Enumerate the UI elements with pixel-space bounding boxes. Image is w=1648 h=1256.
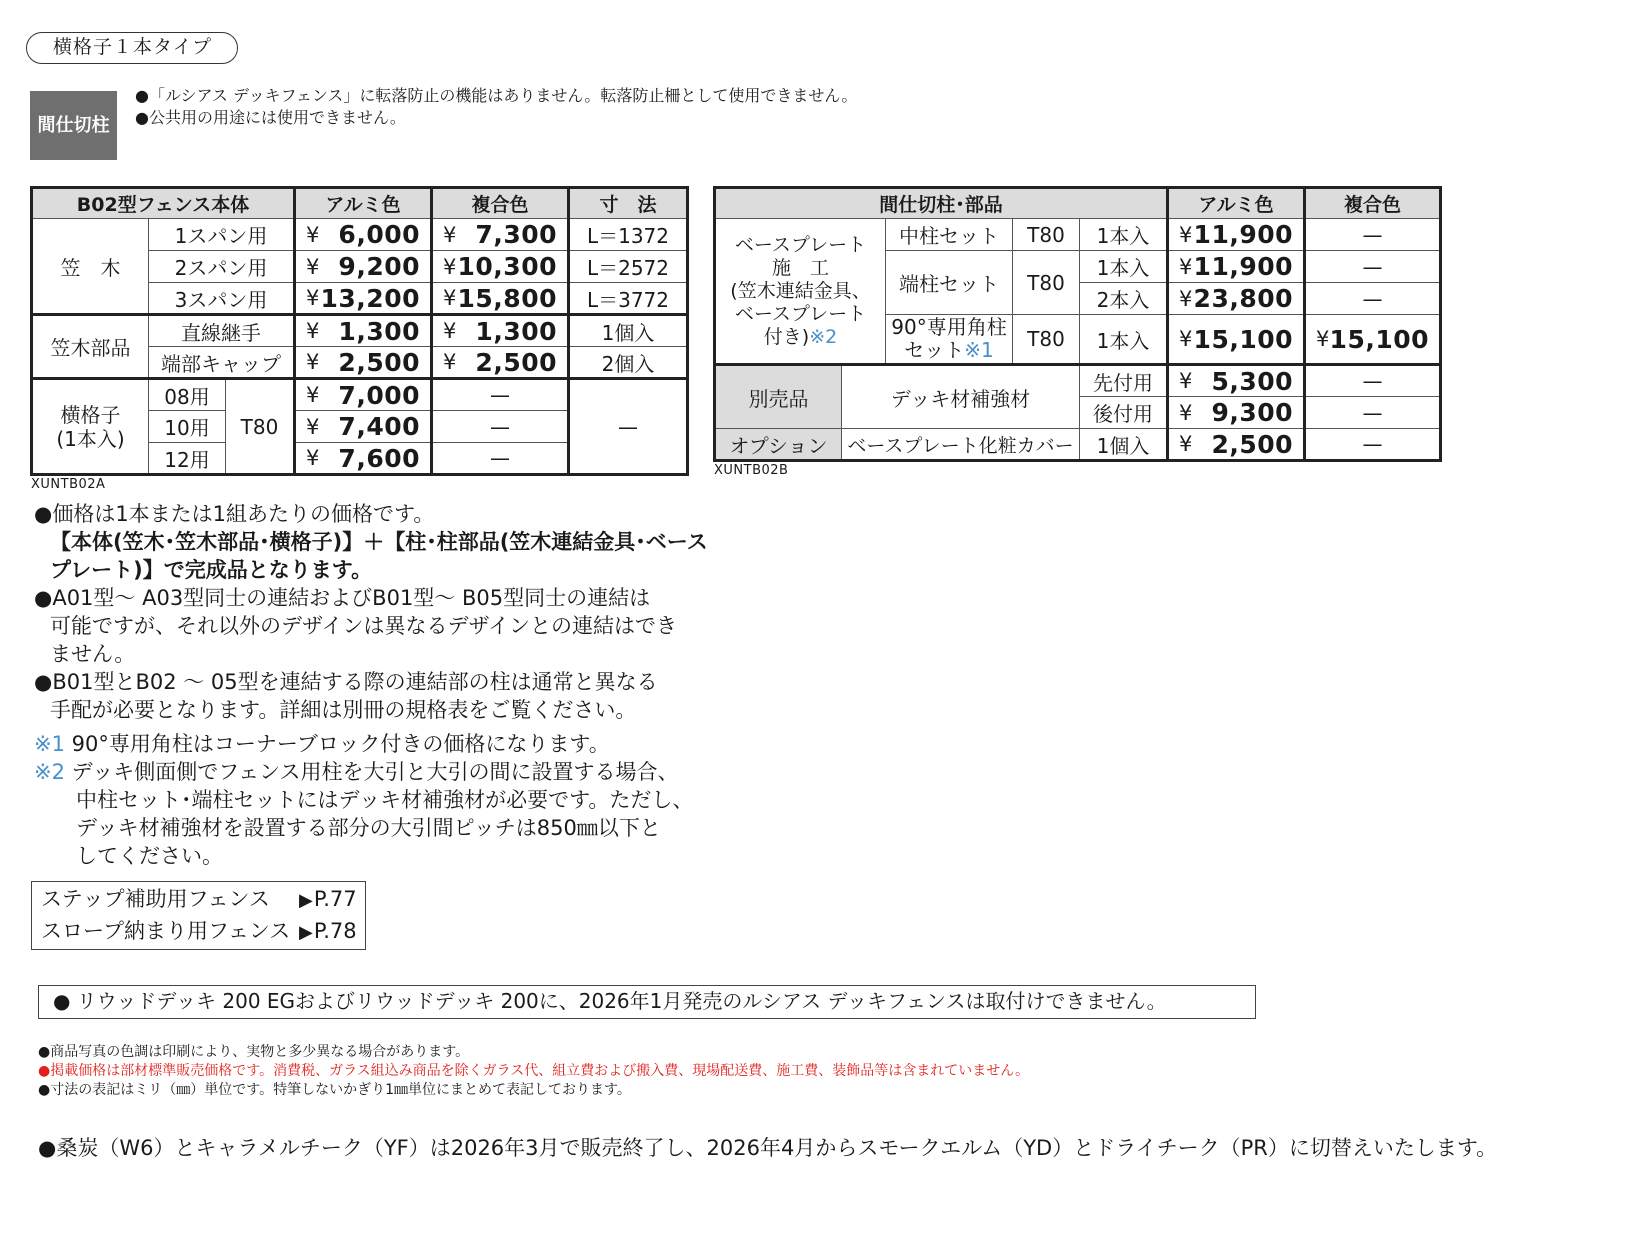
dash: — <box>1305 251 1441 283</box>
option-label: オプション <box>715 429 842 461</box>
ref-text: ステップ補助用フェンス <box>41 887 270 911</box>
yen-sign: ¥ <box>306 350 320 374</box>
row-name: 3スパン用 <box>149 283 295 315</box>
price-value: 7,300 <box>475 220 557 249</box>
price-value: 2,500 <box>1211 429 1294 459</box>
qty-value: 後付用 <box>1080 397 1168 429</box>
row-name: 中柱セット <box>886 219 1013 251</box>
row-name: 直線継手 <box>149 315 295 347</box>
header-alumi: アルミ色 <box>295 188 432 219</box>
yokogoshi-label <box>32 379 149 475</box>
price-value: 2,500 <box>475 347 557 377</box>
footnote-text: してください。 <box>76 844 223 868</box>
note-line: 可能ですが、それ以外のデザインは異なるデザインとの連結はでき <box>50 614 678 638</box>
price-value: 7,600 <box>338 443 420 473</box>
footnote-text: 中柱セット･端柱セットにはデッキ材補強材が必要です。ただし、 <box>76 788 694 812</box>
price-fukugo <box>432 347 569 379</box>
fine-print-line: ●掲載価格は部材標準販売価格です。消費税、ガラス組込み商品を除くガラス代、組立費および搬入費、現場配送費、施工費、装飾品等は含まれていません。 <box>38 1063 1030 1079</box>
base-plate-label <box>715 219 886 365</box>
price-value: 23,800 <box>1193 284 1294 313</box>
qty-value: 2本入 <box>1080 283 1168 315</box>
notes-block <box>34 500 708 724</box>
price-value: 15,100 <box>1329 324 1430 354</box>
row-name: 12用 <box>149 443 226 475</box>
price-fukugo <box>432 283 569 315</box>
price-alumi <box>1168 429 1305 461</box>
type-label: 横格子１本タイプ <box>26 32 238 64</box>
qty-value: 1本入 <box>1080 315 1168 365</box>
yen-sign: ¥ <box>306 414 320 439</box>
footnote-text: 90°専用角柱はコーナーブロック付きの価格になります。 <box>71 732 610 756</box>
price-value: 9,300 <box>1211 398 1294 427</box>
note-text: プレート)】で完成品となります。 <box>50 558 373 582</box>
yen-sign: ¥ <box>306 319 320 343</box>
row-name: 2スパン用 <box>149 251 295 283</box>
price-alumi <box>295 347 432 379</box>
qty-value: 1本入 <box>1080 251 1168 283</box>
qty-value: 1本入 <box>1080 219 1168 251</box>
size-value: 2個入 <box>569 347 688 379</box>
size-value: 1個入 <box>569 315 688 347</box>
separate-label: 別売品 <box>715 365 842 429</box>
corner-name-1: 90°専用角柱 <box>891 315 1007 339</box>
parts-label: 笠木部品 <box>32 315 149 379</box>
price-alumi <box>1168 283 1305 315</box>
page-reference-box <box>31 881 366 950</box>
ref-page: ▶ P.77 <box>299 884 357 916</box>
yen-sign: ¥ <box>1179 222 1193 247</box>
price-fukugo <box>1305 315 1441 365</box>
ref-text: スロープ納まり用フェンス <box>41 919 291 943</box>
size-value: L＝2572 <box>569 251 688 283</box>
qty-value: 1個入 <box>1080 429 1168 461</box>
yen-sign: ¥ <box>443 350 457 374</box>
yen-sign: ¥ <box>443 254 457 279</box>
base-label-line: 施 工 <box>771 256 829 279</box>
yen-sign: ¥ <box>1316 327 1330 351</box>
kasagi-label: 笠 木 <box>32 219 149 315</box>
note-line: ●B01型とB02 ～ 05型を連結する際の連結部の柱は通常と異なる <box>34 670 658 694</box>
base-label-line: ベースプレート <box>734 302 867 325</box>
option-item: ベースプレート化粧カバー <box>842 429 1080 461</box>
price-value: 15,800 <box>457 283 557 313</box>
price-value: 7,400 <box>338 412 420 441</box>
footnote-text: デッキ材補強材を設置する部分の大引間ピッチは850㎜以下と <box>76 816 661 840</box>
spec-value: T80 <box>1013 315 1080 365</box>
note-line: ●A01型～ A03型同士の連結およびB01型～ B05型同士の連結は <box>34 586 651 610</box>
corner-name-2: セット <box>904 338 965 362</box>
yen-sign: ¥ <box>1179 286 1193 311</box>
warning-line: ●「ルシアス デッキフェンス」に転落防止の機能はありません。転落防止柵として使用できません。 <box>135 86 858 105</box>
dash: — <box>1305 365 1441 397</box>
dash: — <box>1305 219 1441 251</box>
base-label-line: 付き) <box>763 325 810 348</box>
spec-value: T80 <box>226 379 295 475</box>
price-value: 11,900 <box>1193 220 1294 249</box>
price-alumi <box>1168 315 1305 365</box>
price-value: 2,500 <box>338 347 420 377</box>
row-name: 1スパン用 <box>149 219 295 251</box>
dash: — <box>432 379 569 411</box>
base-label-line: ベースプレート <box>734 233 867 256</box>
ref-link[interactable] <box>41 884 365 916</box>
dash: — <box>432 411 569 443</box>
price-value: 1,300 <box>338 316 420 346</box>
left-price-table <box>30 186 689 476</box>
yen-sign: ¥ <box>306 286 320 310</box>
dash: — <box>432 443 569 475</box>
spec-value: T80 <box>1013 251 1080 315</box>
note-line <box>34 556 708 584</box>
price-alumi <box>295 379 432 411</box>
size-value: L＝3772 <box>569 283 688 315</box>
yen-sign: ¥ <box>306 222 320 247</box>
price-alumi <box>295 315 432 347</box>
size-value: L＝1372 <box>569 219 688 251</box>
note-line: 手配が必要となります。詳細は別冊の規格表をご覧ください。 <box>50 698 637 722</box>
separate-item: デッキ材補強材 <box>842 365 1080 429</box>
dash: — <box>1305 397 1441 429</box>
right-price-table <box>713 186 1442 462</box>
header-post-parts: 間仕切柱･部品 <box>715 188 1168 219</box>
dash: — <box>1305 429 1441 461</box>
ref-page: ▶ P.78 <box>299 916 357 948</box>
price-fukugo <box>432 251 569 283</box>
price-value: 15,100 <box>1193 324 1294 354</box>
note-line: ●価格は1本または1組あたりの価格です。 <box>34 502 435 526</box>
row-name: 端柱セット <box>886 251 1013 315</box>
footnotes-block <box>34 730 693 870</box>
header-fence-body: B02型フェンス本体 <box>32 188 295 219</box>
table-code: XUNTB02A <box>31 477 106 492</box>
yen-sign: ¥ <box>1179 400 1193 425</box>
price-value: 10,300 <box>457 252 557 281</box>
yen-sign: ¥ <box>443 319 457 343</box>
qty-value: 先付用 <box>1080 365 1168 397</box>
fine-print-line: ●商品写真の色調は印刷により、実物と多少異なる場合があります。 <box>38 1044 470 1060</box>
price-alumi <box>295 443 432 475</box>
yen-sign: ¥ <box>1179 254 1193 279</box>
fine-print-line: ●寸法の表記はミリ（㎜）単位です。特筆しないかぎり1㎜単位にまとめて表記しております。 <box>38 1082 631 1098</box>
yen-sign: ¥ <box>306 446 320 470</box>
color-change-note: ●桑炭（W6）とキャラメルチーク（YF）は2026年3月で販売終了し、2026年4月からスモークエルム（YD）とドライチーク（PR）に切替えいたします。 <box>38 1136 1498 1160</box>
yen-sign: ¥ <box>443 222 457 247</box>
price-value: 1,300 <box>475 316 557 346</box>
header-fukugo: 複合色 <box>432 188 569 219</box>
price-value: 5,300 <box>1211 366 1294 396</box>
ref-link[interactable] <box>41 916 365 948</box>
row-name: 端部キャップ <box>149 347 295 379</box>
dash: — <box>569 379 688 475</box>
yokogoshi-label-2: (1本入) <box>56 426 125 451</box>
yen-sign: ¥ <box>443 286 457 310</box>
table-code: XUNTB02B <box>714 463 789 478</box>
price-alumi <box>295 411 432 443</box>
price-value: 11,900 <box>1193 252 1294 281</box>
yokogoshi-label-1: 横格子 <box>60 402 121 427</box>
yen-sign: ¥ <box>1179 327 1193 351</box>
price-fukugo <box>432 315 569 347</box>
price-alumi <box>295 219 432 251</box>
corner-post-name <box>886 315 1013 365</box>
price-alumi <box>295 251 432 283</box>
footnote-mark: ※2 <box>809 325 838 348</box>
yen-sign: ¥ <box>306 254 320 279</box>
header-fukugo: 複合色 <box>1305 188 1441 219</box>
price-alumi <box>295 283 432 315</box>
spec-value: T80 <box>1013 219 1080 251</box>
footnote-mark: ※1 <box>964 338 994 362</box>
dash: — <box>1305 283 1441 315</box>
header-alumi: アルミ色 <box>1168 188 1305 219</box>
price-alumi <box>1168 365 1305 397</box>
header-size: 寸 法 <box>569 188 688 219</box>
footnote-mark: ※1 <box>34 732 65 756</box>
yen-sign: ¥ <box>306 383 320 407</box>
price-value: 13,200 <box>320 283 420 313</box>
footnote-text: デッキ側面側でフェンス用柱を大引と大引の間に設置する場合、 <box>71 760 679 784</box>
row-name: 10用 <box>149 411 226 443</box>
row-name: 08用 <box>149 379 226 411</box>
warning-line: ●公共用の用途には使用できません。 <box>135 108 406 127</box>
yen-sign: ¥ <box>1179 432 1193 456</box>
notice-banner: ● リウッドデッキ 200 EGおよびリウッドデッキ 200に、2026年1月発売のルシアス デッキフェンスは取付けできません。 <box>38 985 1256 1019</box>
base-label-line: (笠木連結金具、 <box>730 279 871 302</box>
price-fukugo <box>432 219 569 251</box>
price-value: 7,000 <box>338 380 420 410</box>
post-label: 間仕切柱 <box>30 91 117 160</box>
price-alumi <box>1168 219 1305 251</box>
price-alumi <box>1168 251 1305 283</box>
price-value: 6,000 <box>338 220 420 249</box>
yen-sign: ¥ <box>1179 369 1193 393</box>
price-alumi <box>1168 397 1305 429</box>
price-value: 9,200 <box>338 252 420 281</box>
note-line: ません。 <box>50 642 136 666</box>
footnote-mark: ※2 <box>34 760 65 784</box>
note-line: 【本体(笠木･笠木部品･横格子)】＋【柱･柱部品(笠木連結金具･ベース <box>50 530 708 554</box>
